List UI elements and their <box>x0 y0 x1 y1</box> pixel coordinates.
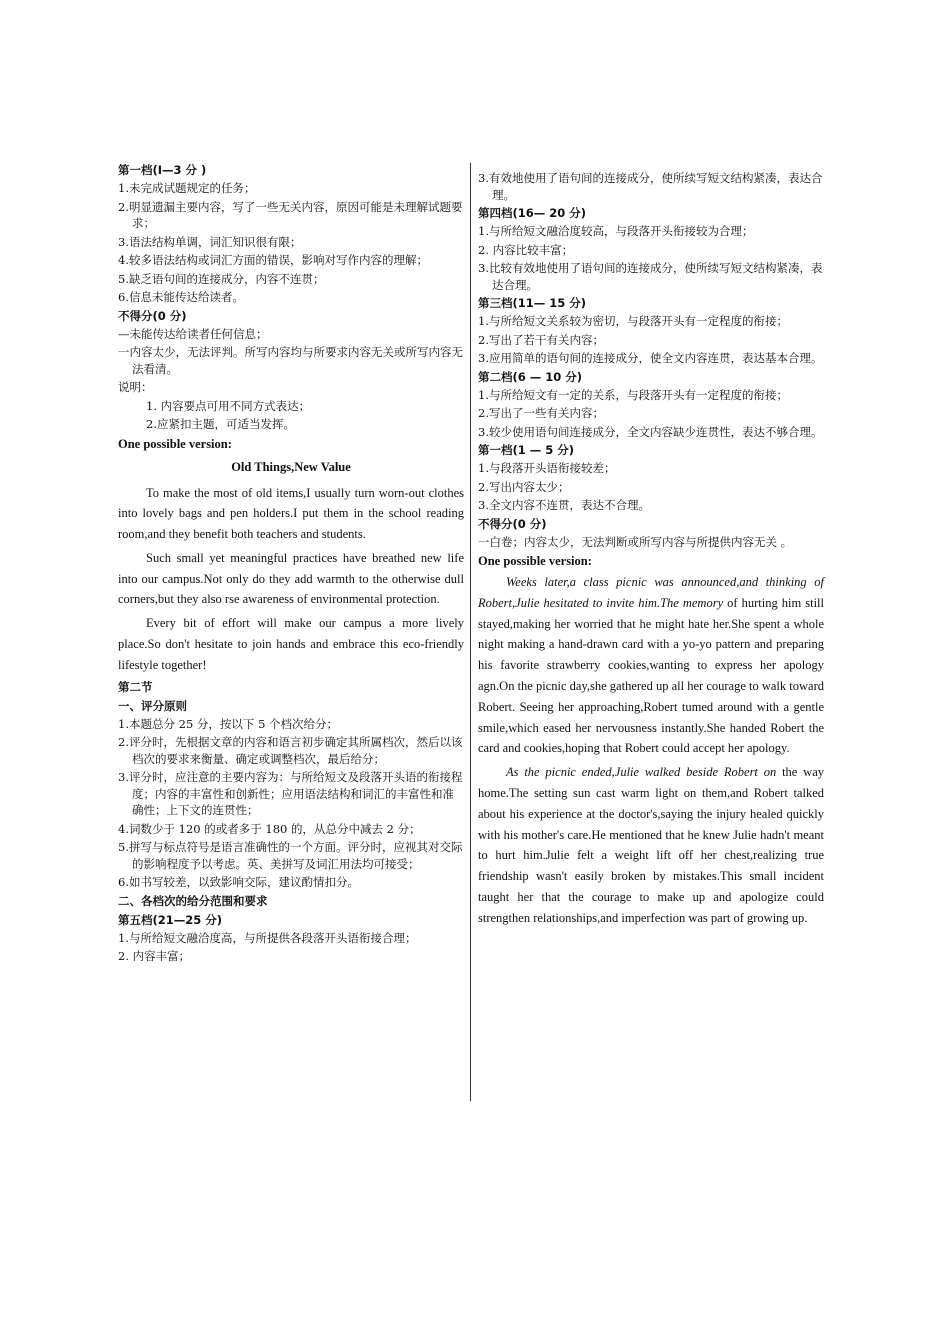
principle-item: 5.拼写与标点符号是语言准确性的一个方面。评分时，应视其对交际的影响程度予以考虑。英、美拼写及词汇用法均可接受； <box>118 840 463 871</box>
story-paragraph <box>478 572 824 759</box>
rubric-item: 4.较多语法结构或词汇方面的错误，影响对写作内容的理解； <box>118 253 428 267</box>
rubric-item: 3.应用简单的语句间的连接成分，使全文内容连贯，表达基本合理。 <box>478 351 823 365</box>
note-item: 2.应紧扣主题，可适当发挥。 <box>146 417 295 431</box>
right-column <box>478 160 824 932</box>
column-divider <box>470 163 471 1101</box>
essay-paragraph: To make the most of old items,I usually turn worn-out clothes into lovely bags and pen holders.I put them in the school reading room,and they benefit both teachers and students. <box>118 485 464 542</box>
rubric-item: 1.与所给短文融洽度较高，与段落开头衔接较为合理； <box>478 224 754 238</box>
version-label: One possible version: <box>478 554 592 568</box>
rubric-item: 1.与所给短文关系较为密切，与段落开头有一定程度的衔接； <box>478 314 788 328</box>
tier1-heading: 第一档(I—3 分 ) <box>118 163 207 177</box>
rubric-item: 6.信息未能传达给读者。 <box>118 290 244 304</box>
notes-label: 说明： <box>118 380 153 394</box>
essay-paragraph: Such small yet meaningful practices have breathed new life into our campus.Not only do they add warmth to the otherwise dull corners,but they also rse awareness of environmental protection. <box>118 550 464 607</box>
zero-score-heading: 不得分(0 分) <box>118 308 187 323</box>
ranges-heading: 二、各档次的给分范围和要求 <box>118 893 268 908</box>
rubric-item: 3.较少使用语句间连接成分，全文内容缺少连贯性，表达不够合理。 <box>478 424 823 439</box>
principle-item: 4.词数少于 120 的或者多于 180 的，从总分中减去 2 分； <box>118 821 421 836</box>
story-paragraph <box>478 762 824 928</box>
rubric-item: 2. 内容丰富； <box>118 949 191 964</box>
story-lead-italic: Weeks later,a class picnic was announced,and thinking of Robert,Julie hesitated to invite him.The memory <box>478 575 824 610</box>
rubric-item: 3.全文内容不连贯，表达不合理。 <box>478 498 650 512</box>
rubric-item: 2.明显遗漏主要内容，写了一些无关内容，原因可能是未理解试题要求； <box>118 199 463 230</box>
version-label: One possible version: <box>118 436 232 451</box>
rubric-item: 3.比较有效地使用了语句间的连接成分，使所续写短文结构紧凑，表达合理。 <box>478 261 823 292</box>
rubric-item: 2.写出内容太少； <box>478 479 570 494</box>
rubric-item: 2.写出了一些有关内容； <box>478 406 604 420</box>
principles-heading: 一、评分原则 <box>118 698 187 713</box>
rubric-item: 一内容太少，无法评判。所写内容均与所要求内容无关或所写内容无法看清。 <box>118 345 463 376</box>
rubric-item: —未能传达给读者任何信息； <box>118 326 268 341</box>
rubric-item: 3.语法结构单调，词汇知识很有限； <box>118 234 302 249</box>
story-lead-italic: As the picnic ended,Julie walked beside Robert on <box>506 765 777 780</box>
story-text: the way home.The setting sun cast warm light on them,and Robert talked about his experience at the doctor's,saying the injury healed quickly with his mother's care.He mentioned that he knew Julie hadn't meant to hurt him.Julie felt a weight lift off her chest,realizing true friendship wasn't easily broken by mistakes.This small incident taught her that the courage to make up and apologize could strengthen relationships,and imperfection was part of growing up. <box>478 765 824 925</box>
principle-item: 2.评分时，先根据文章的内容和语言初步确定其所属档次，然后以该档次的要求来衡量、确定或调整档次，最后给分； <box>118 735 463 766</box>
section2-heading: 第二节 <box>118 679 153 694</box>
principle-item: 3.评分时，应注意的主要内容为：与所给短文及段落开头语的衔接程度；内容的丰富性和创新性；应用语法结构和词汇的丰富性和准确性；上下文的连贯性； <box>118 770 463 818</box>
rubric-item: 1.与段落开头语衔接较差； <box>478 461 616 475</box>
note-item: 1. 内容要点可用不同方式表达； <box>146 398 311 413</box>
rubric-item: 3.有效地使用了语句间的连接成分，使所续写短文结构紧凑，表达合理。 <box>478 171 823 202</box>
rubric-item: 一白卷；内容太少，无法判断或所写内容与所提供内容无关 。 <box>478 534 793 549</box>
rubric-item: 5.缺乏语句间的连接成分，内容不连贯； <box>118 271 325 286</box>
rubric-item: 2.写出了若干有关内容； <box>478 332 604 347</box>
tier2-heading: 第二档(6 — 10 分) <box>478 369 583 384</box>
essay-title: Old Things,New Value <box>231 459 351 474</box>
principle-item: 6.如书写较差，以致影响交际，建议酌情扣分。 <box>118 875 359 890</box>
zero-score-heading: 不得分(0 分) <box>478 516 547 531</box>
rubric-item: 2. 内容比较丰富； <box>478 242 574 257</box>
essay-paragraph: Every bit of effort will make our campus a more lively place.So don't hesitate to join hands and embrace this eco-friendly lifestyle together! <box>118 616 464 672</box>
tier4-heading: 第四档(16— 20 分) <box>478 206 587 220</box>
tier3-heading: 第三档(11— 15 分) <box>478 296 587 310</box>
tier1-heading: 第一档(1 — 5 分) <box>478 443 575 457</box>
tier5-heading: 第五档(21—25 分) <box>118 912 223 927</box>
story-text: of hurting him still stayed,making her worried that he might hate her.She spent a whole night making a hand-drawn card with a yo-yo pattern and preparing his favorite strawberry cookies,wanting to express her apology agn.On the picnic day,she gathered up all her courage to walk toward Robert. Seeing her approaching,Robert tumed around with a gentle smile,which eased her nervousness instantly.She handed Robert the card and cookies,hoping that Robert could accept her apology. <box>478 595 824 756</box>
rubric-item: 1.与所给短文有一定的关系，与段落开头有一定程度的衔接； <box>478 387 788 402</box>
rubric-item: 1.与所给短文融洽度高，与所提供各段落开头语衔接合理； <box>118 930 417 945</box>
rubric-item: 1.未完成试题规定的任务； <box>118 181 256 195</box>
left-column <box>118 160 464 967</box>
principle-item: 1.本题总分 25 分，按以下 5 个档次给分； <box>118 716 339 731</box>
